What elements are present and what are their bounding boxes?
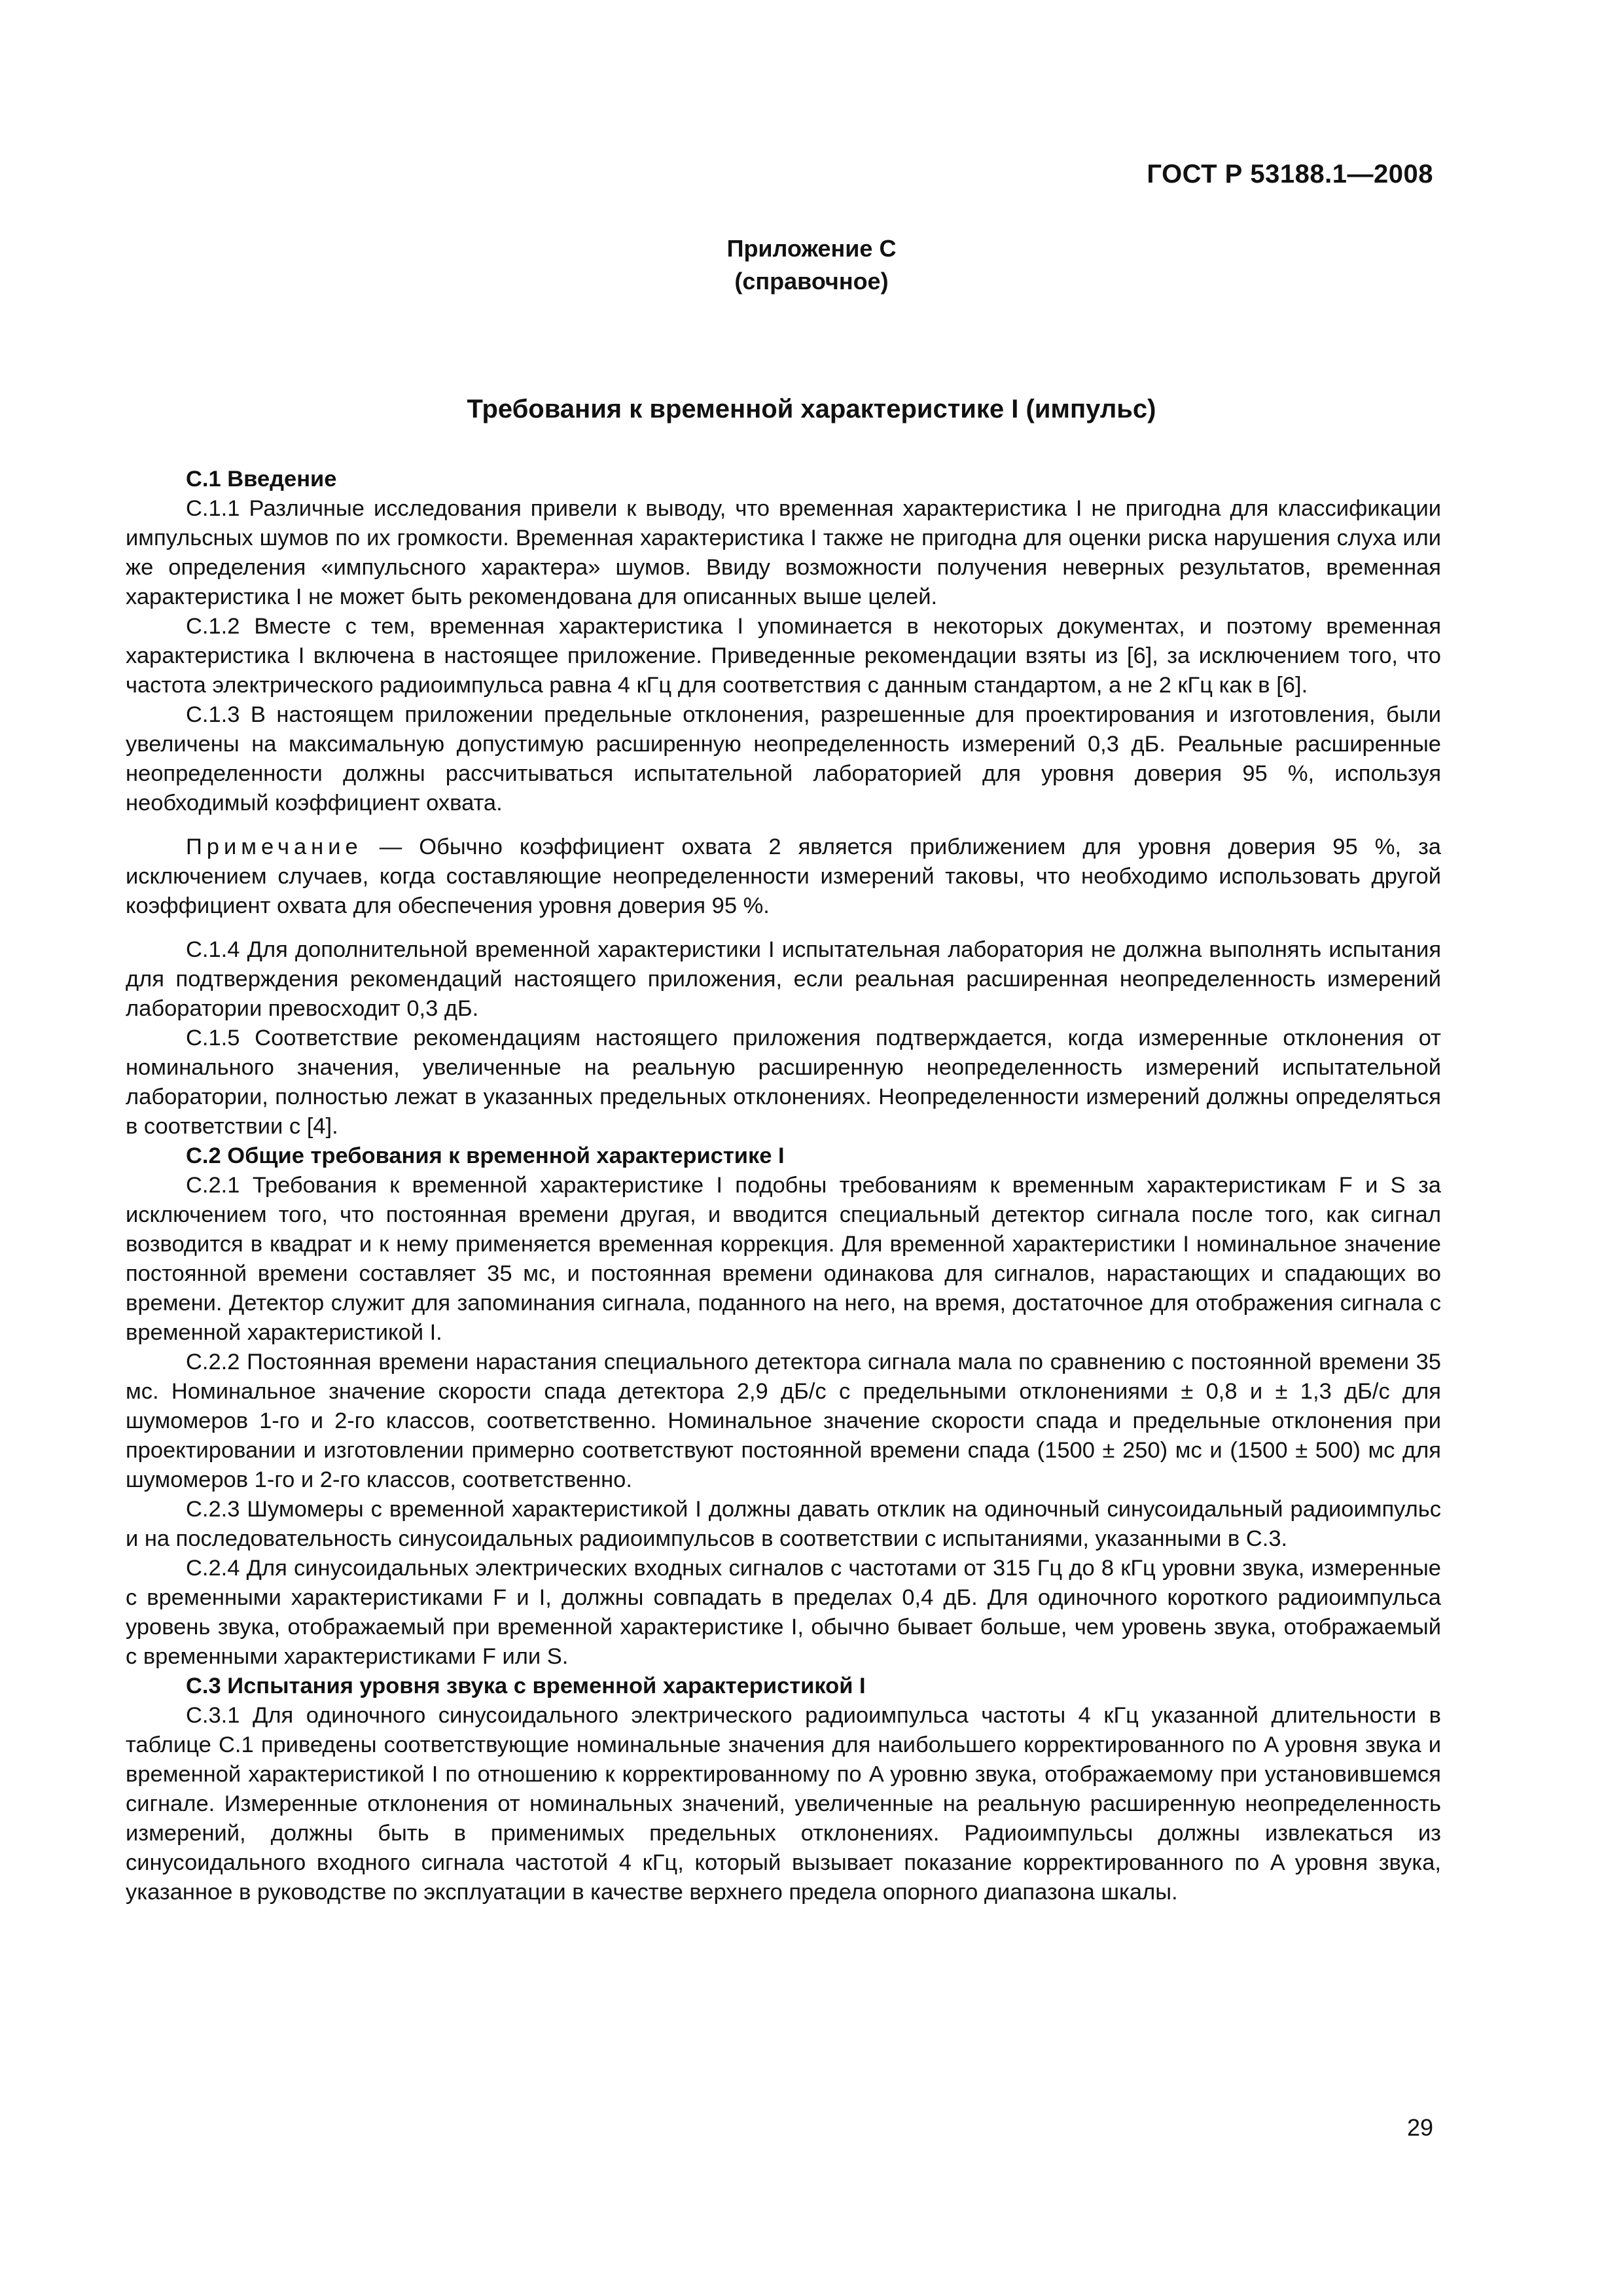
paragraph-c1-3: С.1.3 В настоящем приложении предельные отклонения, разрешенные для проектирования и изготовления, были увеличены на максимальную допустимую расширенную неопределенность измерений 0,3 дБ. Реальные расширенные неопределенности должны рассчитываться испытательной лабораторией для уровня доверия 95 %, используя необходимый коэффициент охвата. — [126, 702, 1441, 816]
standard-code: ГОСТ Р 53188.1—2008 — [1147, 160, 1433, 188]
paragraph-c2-1: С.2.1 Требования к временной характеристике I подобны требованиям к временным характеристикам F и S за исключением того, что постоянная времени другая, и вводится специальный детектор сигнала после того, как сигнал возводится в квадрат и к нему применяется временная коррекция. Для временной характеристики I номинальное значение постоянной времени составляет 35 мс, и постоянная времени одинакова для сигналов, нарастающих и спадающих во времени. Детектор служит для запоминания сигнала, поданного на него, на время, достаточное для отображения сигнала с временной характеристикой I. — [126, 1173, 1441, 1345]
section-c2-heading: С.2 Общие требования к временной характеристике I — [186, 1143, 785, 1168]
page-number: 29 — [1406, 2114, 1433, 2141]
paragraph-c1-4: С.1.4 Для дополнительной временной характеристики I испытательная лаборатория не должна выполнять испытания для подтверждения рекомендаций настоящего приложения, если реальная расширенная неопределенность измерений лаборатории превосходит 0,3 дБ. — [126, 937, 1441, 1021]
paragraph-c1-5: С.1.5 Соответствие рекомендациям настоящего приложения подтверждается, когда измеренные отклонения от номинального значения, увеличенные на реальную расширенную неопределенность измерений испытательной лаборатории, полностью лежат в указанных предельных отклонениях. Неопределенности измерений должны определяться в соответствии с [4]. — [126, 1026, 1441, 1139]
section-c3-heading: С.3 Испытания уровня звука с временной характеристикой I — [186, 1674, 866, 1698]
paragraph-c2-3: С.2.3 Шумомеры с временной характеристикой I должны давать отклик на одиночный синусоидальный радиоимпульс и на последовательность синусоидальных радиоимпульсов в соответствии с испытаниями, указанными в С.3. — [126, 1497, 1441, 1551]
paragraph-c1-1: С.1.1 Различные исследования привели к выводу, что временная характеристика I не пригодна для классификации импульсных шумов по их громкости. Временная характеристика I также не пригодна для оценки риска нарушения слуха или же определения «импульсного характера» шумов. Ввиду возможности получения неверных результатов, временная характеристика I не может быть рекомендована для описанных выше целей. — [126, 496, 1441, 609]
section-c1-heading: С.1 Введение — [186, 467, 337, 492]
appendix-label: Приложение С — [726, 235, 897, 262]
note-text: — Обычно коэффициент охвата 2 является приближением для уровня доверия 95 %, за исключением случаев, когда составляющие неопределенности измерений таковы, что необходимо использовать другой коэффициент охвата для обеспечения уровня доверия 95 %. — [126, 834, 1441, 918]
document-body — [126, 465, 1441, 1907]
note-paragraph — [126, 833, 1441, 921]
paragraph-c2-2: С.2.2 Постоянная времени нарастания специального детектора сигнала мала по сравнению с постоянной времени 35 мс. Номинальное значение скорости спада детектора 2,9 дБ/с с предельными отклонениями ± 0,8 и ± 1,3 дБ/с для шумомеров 1-го и 2-го классов, соответственно. Номинальное значение скорости спада и предельные отклонения при проектировании и изготовлении примерно соответствуют постоянной времени спада (1500 ± 250) мс и (1500 ± 500) мс для шумомеров 1-го и 2-го классов, соответственно. — [126, 1350, 1441, 1492]
paragraph-c3-1: С.3.1 Для одиночного синусоидального электрического радиоимпульса частоты 4 кГц указанной длительности в таблице С.1 приведены соответствующие номинальные значения для наибольшего корректированного по A уровня звука и временной характеристикой I по отношению к корректированному по A уровню звука, отображаемому при установившемся сигнале. Измеренные отклонения от номинальных значений, увеличенные на реальную расширенную неопределенность измерений, должны быть в применимых предельных отклонениях. Радиоимпульсы должны извлекаться из синусоидального входного сигнала частотой 4 кГц, который вызывает показание корректированного по A уровня звука, указанное в руководстве по эксплуатации в качестве верхнего предела опорного диапазона шкалы. — [126, 1703, 1441, 1905]
paragraph-c2-4: С.2.4 Для синусоидальных электрических входных сигналов с частотами от 315 Гц до 8 кГц уровни звука, измеренные с временными характеристиками F и I, должны совпадать в пределах 0,4 дБ. Для одиночного короткого радиоимпульса уровень звука, отображаемый при временной характеристике I, обычно бывает больше, чем уровень звука, отображаемый с временными характеристиками F или S. — [126, 1556, 1441, 1669]
note-label: Примечание — [186, 834, 363, 859]
paragraph-c1-2: С.1.2 Вместе с тем, временная характеристика I упоминается в некоторых документах, и поэтому временная характеристика I включена в настоящее приложение. Приведенные рекомендации взяты из [6], за исключением того, что частота электрического радиоимпульса равна 4 кГц для соответствия с данным стандартом, а не 2 кГц как в [6]. — [126, 614, 1441, 698]
appendix-status: (справочное) — [734, 268, 889, 295]
appendix-title: Требования к временной характеристике I (импульс) — [467, 395, 1156, 423]
appendix-heading — [0, 232, 1623, 298]
